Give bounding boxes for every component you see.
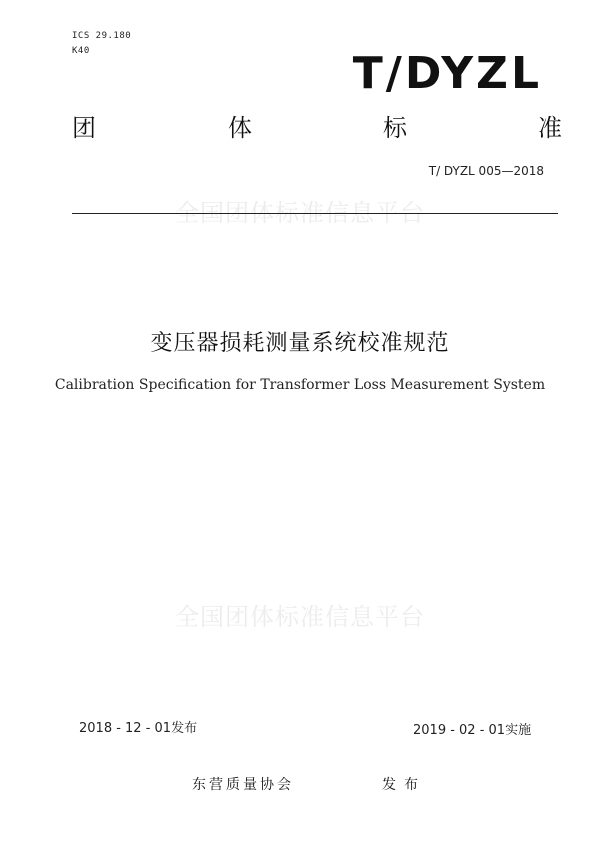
watermark-text: 全国团体标准信息平台 [175, 199, 425, 227]
header-divider [72, 213, 558, 214]
ics-code: ICS 29.180 [72, 31, 132, 41]
document-title-english: Calibration Specification for Transformer Loss Measurement System [54, 377, 546, 393]
issuing-organization: 东营质量协会 [192, 777, 294, 793]
document-title-chinese: 变压器损耗测量系统校准规范 [150, 331, 450, 356]
standard-type-char: 准 [538, 114, 562, 142]
standard-type-char: 标 [383, 114, 407, 142]
publish-label: 发布 [382, 777, 426, 793]
standard-type-char: 体 [228, 114, 252, 142]
standard-type-char: 团 [72, 114, 96, 142]
ccs-code: K40 [72, 46, 90, 56]
watermark-text: 全国团体标准信息平台 [175, 603, 425, 631]
standard-number: T/ DYZL 005—2018 [428, 164, 544, 178]
implementation-date: 2019 - 02 - 01实施 [413, 723, 532, 738]
standard-series-mark: T/DYZL [352, 48, 542, 99]
issue-date: 2018 - 12 - 01发布 [79, 721, 198, 736]
